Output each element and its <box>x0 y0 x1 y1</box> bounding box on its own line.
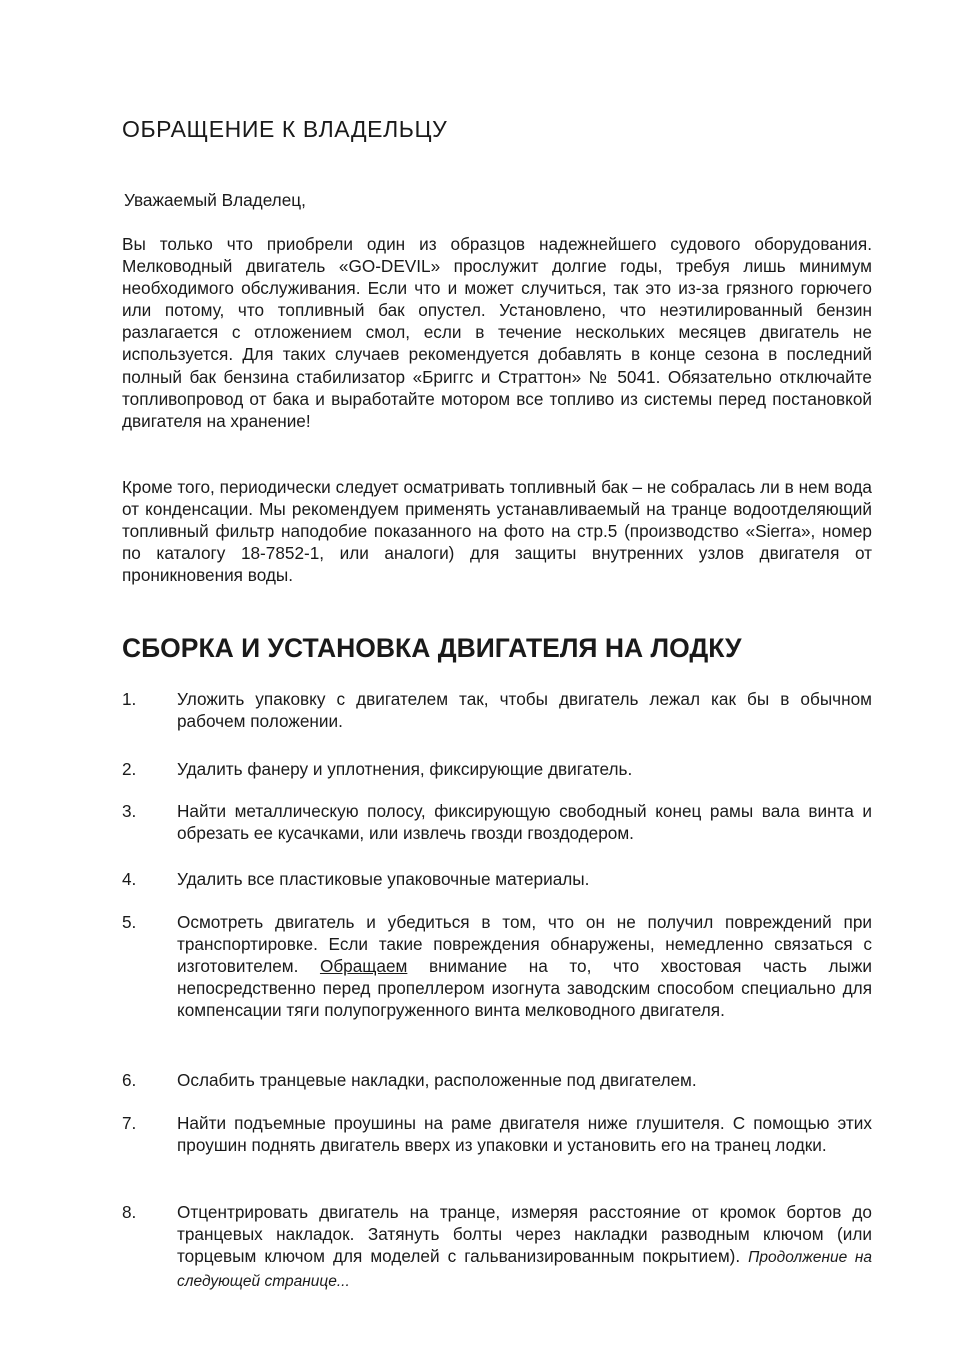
step-number: 4. <box>122 869 137 889</box>
step-text <box>177 911 872 1021</box>
underlined-word: Обращаем <box>319 956 408 977</box>
step-text-part: Осмотреть двигатель и убедиться в том, что он не получил повреждений при транспортировке. Если такие повреждения обнаружены, немедленно связаться с изготовителем. <box>177 912 872 977</box>
greeting: Уважаемый Владелец, <box>124 190 306 210</box>
step-text <box>177 1201 872 1293</box>
step-text: Удалить фанеру и уплотнения, фиксирующие двигатель. <box>177 759 633 779</box>
assembly-section-title: СБОРКА И УСТАНОВКА ДВИГАТЕЛЯ НА ЛОДКУ <box>122 633 742 663</box>
step-text-part: внимание на то, что хвостовая часть лыжи непосредственно перед пропеллером изогнута заводским способом специально для компенсации тяги полупогруженного винта мелководного двигателя. <box>177 956 872 1021</box>
step-text: Ослабить транцевые накладки, расположенные под двигателем. <box>177 1070 697 1090</box>
step-number: 6. <box>122 1070 137 1090</box>
step-text: Найти металлическую полосу, фиксирующую свободный конец рамы вала винта и обрезать ее кусачками, или извлечь гвозди гвоздодером. <box>177 801 872 844</box>
owner-paragraph-2: Кроме того, периодически следует осматривать топливный бак – не собралась ли в нем вода от конденсации. Мы рекомендуем применять устанавливаемый на транце водоотделяющий топливный фильтр наподобие показанного на фото на стр.5 (производство «Sierra», номер по каталогу 18-7852-1, или аналоги) для защиты внутренних узлов двигателя от проникновения воды. <box>122 477 872 586</box>
step-text-part: Отцентрировать двигатель на транце, измеряя расстояние от кромок бортов до транцевых накладок. Затянуть болты через накладки разводным ключом (или торцевым ключом для моделей с гальванизированным покрытием). <box>177 1202 872 1267</box>
step-number: 3. <box>122 801 137 821</box>
step-text: Найти подъемные проушины на раме двигателя ниже глушителя. С помощью этих проушин поднять двигатель вверх из упаковки и установить его на транец лодки. <box>177 1113 872 1156</box>
owner-section-title: ОБРАЩЕНИЕ К ВЛАДЕЛЬЦУ <box>122 116 448 142</box>
step-number: 8. <box>122 1202 137 1222</box>
step-number: 5. <box>122 912 137 932</box>
step-number: 2. <box>122 759 137 779</box>
step-text: Удалить все пластиковые упаковочные материалы. <box>177 869 590 889</box>
step-number: 1. <box>122 689 137 709</box>
step-text: Уложить упаковку с двигателем так, чтобы двигатель лежал как бы в обычном рабочем положении. <box>177 689 872 732</box>
owner-paragraph-1: Вы только что приобрели один из образцов надежнейшего судового оборудования. Мелководный двигатель «GO-DEVIL» прослужит долгие годы, требуя лишь минимум необходимого обслуживания. Если что и может случиться, так это из-за грязного горючего или потому, что топливный бак опустел. Установлено, что неэтилированный бензин разлагается с отложением смол, если в течение нескольких месяцев двигатель не используется. Для таких случаев рекомендуется добавлять в конце сезона в последний полный бак бензина стабилизатор «Бриггс и Страттон» № 5041. Обязательно отключайте топливопровод от бака и выработайте мотором все топливо из системы перед постановкой двигателя на хранение! <box>122 234 872 431</box>
step-number: 7. <box>122 1113 137 1133</box>
continuation-note: Продолжение на следующей странице... <box>177 1249 872 1291</box>
